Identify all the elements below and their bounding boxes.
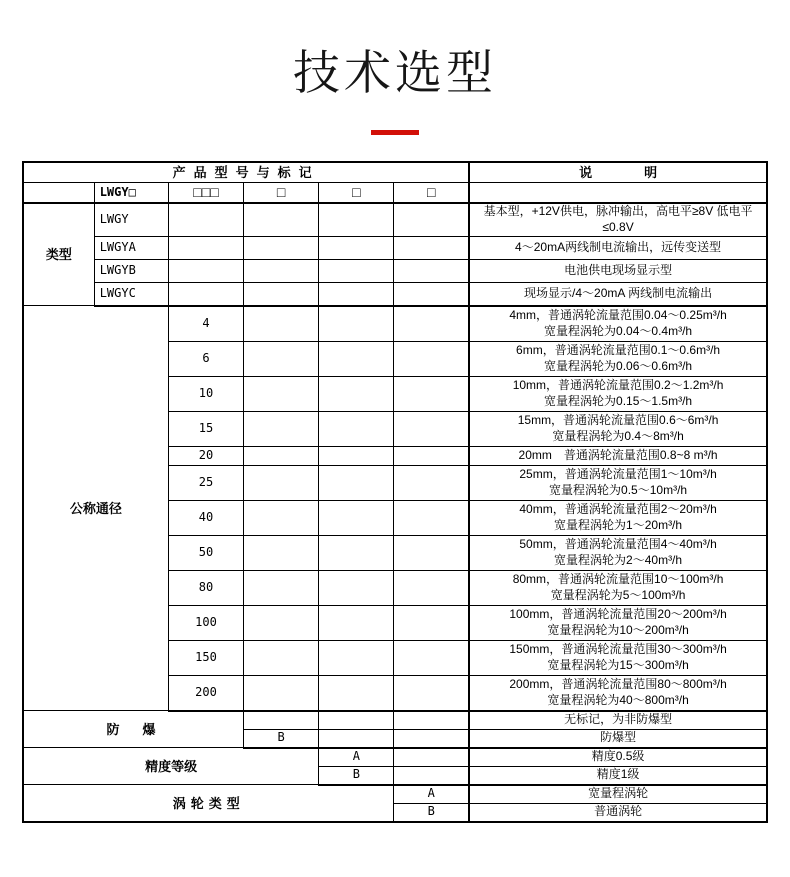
turbine-mark: B [394, 803, 469, 822]
accuracy-desc: 精度1级 [469, 766, 767, 785]
empty-cell [319, 259, 394, 282]
empty-cell [319, 675, 394, 711]
empty-cell [244, 203, 319, 236]
empty-cell [244, 259, 319, 282]
empty-cell [394, 640, 469, 675]
diameter-desc [469, 500, 767, 535]
diameter-desc-line2: 宽量程涡轮为1～20m³/h [554, 517, 683, 532]
empty-cell [319, 236, 394, 259]
diameter-desc [469, 446, 767, 465]
empty-cell [319, 535, 394, 570]
diameter-value: 200 [168, 675, 243, 711]
diameter-desc-line1: 200mm，普通涡轮流量范围80～800m³/h [509, 676, 727, 691]
empty-cell [168, 203, 243, 236]
diameter-desc-line2: 宽量程涡轮为15～300m³/h [547, 657, 689, 672]
diameter-value: 10 [168, 376, 243, 411]
diameter-value: 80 [168, 570, 243, 605]
empty-cell [244, 675, 319, 711]
type-code: LWGY [94, 203, 168, 236]
model-row-desc-empty [469, 183, 767, 204]
diameter-desc-line1: 40mm，普通涡轮流量范围2～20m³/h [519, 501, 717, 516]
empty-cell [319, 446, 394, 465]
diameter-desc-line2: 宽量程涡轮为0.4～8m³/h [552, 428, 684, 443]
diameter-value: 6 [168, 341, 243, 376]
type-desc: 基本型，+12V供电，脉冲输出，高电平≥8V 低电平≤0.8V [469, 203, 767, 236]
empty-cell [319, 282, 394, 306]
diameter-desc-line1: 6mm，普通涡轮流量范围0.1～0.6m³/h [516, 342, 721, 357]
diameter-desc [469, 411, 767, 446]
diameter-desc-line2: 宽量程涡轮为0.06～0.6m³/h [544, 358, 693, 373]
explosion-mark: B [244, 729, 319, 748]
header-description: 说 明 [469, 162, 767, 183]
empty-cell [394, 376, 469, 411]
diameter-desc-line1: 80mm，普通涡轮流量范围10～100m³/h [512, 571, 724, 586]
diameter-desc-line1: 15mm，普通涡轮流量范围0.6～6m³/h [517, 412, 719, 427]
empty-cell [168, 282, 243, 306]
explosion-desc: 防爆型 [469, 729, 767, 748]
empty-cell [244, 376, 319, 411]
empty-cell [394, 259, 469, 282]
type-code: LWGYA [94, 236, 168, 259]
turbine-mark: A [394, 785, 469, 804]
section-label-accuracy: 精度等级 [23, 748, 319, 785]
empty-cell [394, 748, 469, 767]
diameter-desc [469, 675, 767, 711]
empty-cell [319, 203, 394, 236]
turbine-desc: 普通涡轮 [469, 803, 767, 822]
empty-cell [244, 446, 319, 465]
diameter-value: 100 [168, 605, 243, 640]
empty-cell [319, 640, 394, 675]
empty-cell [394, 605, 469, 640]
empty-cell [394, 236, 469, 259]
diameter-desc-line1: 100mm，普通涡轮流量范围20～200m³/h [509, 606, 727, 621]
empty-cell [244, 306, 319, 342]
empty-cell [319, 729, 394, 748]
empty-cell [394, 711, 469, 730]
diameter-value: 20 [168, 446, 243, 465]
empty-cell [244, 640, 319, 675]
empty-cell [244, 465, 319, 500]
header-product-model: 产品型号与标记 [23, 162, 469, 183]
diameter-desc-line2: 宽量程涡轮为40～800m³/h [547, 692, 689, 707]
diameter-desc-line1: 150mm，普通涡轮流量范围30～300m³/h [509, 641, 727, 656]
turbine-desc: 宽量程涡轮 [469, 785, 767, 804]
empty-cell [394, 411, 469, 446]
empty-cell [319, 570, 394, 605]
diameter-desc-line2: 宽量程涡轮为0.15～1.5m³/h [544, 393, 693, 408]
explosion-desc: 无标记，为非防爆型 [469, 711, 767, 730]
section-label-turbine: 涡轮类型 [23, 785, 394, 822]
diameter-desc-line2: 宽量程涡轮为0.5～10m³/h [549, 482, 688, 497]
selection-table [22, 161, 768, 823]
empty-cell [168, 236, 243, 259]
empty-cell [244, 570, 319, 605]
empty-cell [319, 411, 394, 446]
turbine-checkbox: □ [394, 183, 469, 204]
accuracy-mark: A [319, 748, 394, 767]
model-code-prefix: LWGY□ [94, 183, 168, 204]
empty-cell [394, 465, 469, 500]
explosion-mark [244, 711, 319, 730]
diameter-desc-line1: 10mm，普通涡轮流量范围0.2～1.2m³/h [512, 377, 724, 392]
empty-cell [394, 446, 469, 465]
diameter-desc [469, 341, 767, 376]
type-desc: 4～20mA两线制电流输出，远传变送型 [469, 236, 767, 259]
type-desc: 现场显示/4～20mA 两线制电流输出 [469, 282, 767, 306]
empty-cell [244, 282, 319, 306]
empty-cell [319, 500, 394, 535]
empty-cell [168, 259, 243, 282]
diameter-desc [469, 640, 767, 675]
diameter-value: 4 [168, 306, 243, 342]
section-label-diameter: 公称通径 [23, 306, 168, 711]
empty-cell [319, 605, 394, 640]
empty-cell [319, 711, 394, 730]
diameter-desc [469, 605, 767, 640]
diameter-desc-line2: 宽量程涡轮为2～40m³/h [554, 552, 683, 567]
diameter-desc-line1: 50mm，普通涡轮流量范围4～40m³/h [519, 536, 717, 551]
diameter-desc [469, 535, 767, 570]
diameter-desc [469, 376, 767, 411]
diameter-desc-line2: 宽量程涡轮为0.04～0.4m³/h [544, 323, 693, 338]
type-code: LWGYC [94, 282, 168, 306]
empty-cell [394, 729, 469, 748]
empty-cell [244, 341, 319, 376]
type-code: LWGYB [94, 259, 168, 282]
empty-cell [394, 535, 469, 570]
diameter-desc [469, 570, 767, 605]
empty-cell [319, 341, 394, 376]
diameter-value: 25 [168, 465, 243, 500]
model-row-empty-cell [23, 183, 94, 204]
title-underline-accent [371, 130, 419, 135]
diameter-value: 40 [168, 500, 243, 535]
diameter-desc [469, 465, 767, 500]
empty-cell [244, 535, 319, 570]
diameter-desc-line2: 宽量程涡轮为5～100m³/h [550, 587, 686, 602]
diameter-value: 15 [168, 411, 243, 446]
section-label-type: 类型 [23, 203, 94, 306]
page-title: 技术选型 [293, 46, 497, 99]
diameter-value: 150 [168, 640, 243, 675]
empty-cell [394, 306, 469, 342]
diameter-desc [469, 306, 767, 342]
empty-cell [244, 236, 319, 259]
empty-cell [394, 675, 469, 711]
empty-cell [319, 465, 394, 500]
section-label-explosion: 防 爆 [23, 711, 244, 748]
empty-cell [319, 376, 394, 411]
empty-cell [394, 570, 469, 605]
empty-cell [394, 203, 469, 236]
empty-cell [319, 306, 394, 342]
selection-table-wrap [22, 161, 768, 823]
empty-cell [394, 341, 469, 376]
accuracy-desc: 精度0.5级 [469, 748, 767, 767]
empty-cell [244, 605, 319, 640]
empty-cell [394, 766, 469, 785]
type-desc: 电池供电现场显示型 [469, 259, 767, 282]
diameter-checkbox-group: □□□ [168, 183, 243, 204]
diameter-desc-line2: 宽量程涡轮为10～200m³/h [547, 622, 689, 637]
empty-cell [244, 411, 319, 446]
diameter-desc-line1: 4mm，普通涡轮流量范围0.04～0.25m³/h [509, 307, 727, 322]
empty-cell [244, 500, 319, 535]
diameter-desc-line1: 25mm，普通涡轮流量范围1～10m³/h [519, 466, 717, 481]
empty-cell [394, 500, 469, 535]
accuracy-mark: B [319, 766, 394, 785]
explosion-checkbox: □ [244, 183, 319, 204]
empty-cell [394, 282, 469, 306]
diameter-value: 50 [168, 535, 243, 570]
diameter-desc-line1: 20mm 普通涡轮流量范围0.8~8 m³/h [518, 447, 718, 462]
accuracy-checkbox: □ [319, 183, 394, 204]
